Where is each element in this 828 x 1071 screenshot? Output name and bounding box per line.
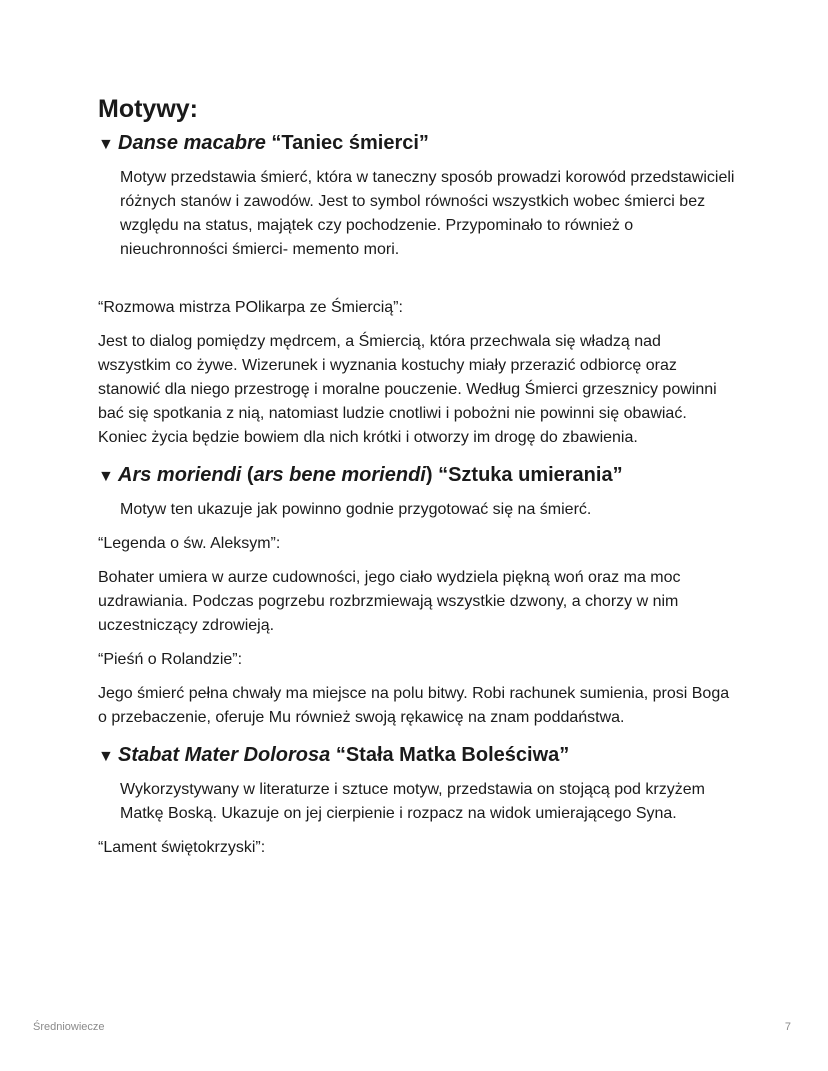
toggle-ars-moriendi[interactable] [98,460,738,492]
page-content [98,92,738,860]
source-title: “Lament świętokrzyski”: [98,839,266,856]
source-title: “Pieśń o Rolandzie”: [98,651,243,668]
toggle-title: Stabat Mater Dolorosa “Stała Matka Boleściwa” [118,744,570,766]
triangle-down-icon[interactable]: ▼ [98,748,114,765]
triangle-down-icon[interactable]: ▼ [98,468,114,485]
footer-page-number: 7 [784,1021,791,1033]
triangle-down-icon[interactable]: ▼ [98,136,114,153]
source-title: “Rozmowa mistrza POlikarpa ze Śmiercią”: [98,299,403,316]
section-body: Jego śmierć pełna chwały ma miejsce na polu bitwy. Robi rachunek sumienia, prosi Boga o przebaczenie, oferuje Mu również swoją rękawicę na znam poddaństwa. [98,685,730,726]
page-heading: Motywy: [98,95,198,123]
section-intro: Motyw ten ukazuje jak powinno godnie przygotować się na śmierć. [120,501,592,518]
section-body: Bohater umiera w aurze cudowności, jego ciało wydziela piękną woń oraz ma moc uzdrawiania. Podczas pogrzebu rozbrzmiewają wszystkie dzwony, a chorzy w nim uczestniczący zdrowieją. [98,569,681,634]
section-intro: Wykorzystywany w literaturze i sztuce motyw, przedstawia on stojącą pod krzyżem Matkę Boską. Ukazuje on jej cierpienie i rozpacz na widok umierającego Syna. [120,781,705,822]
toggle-title: Ars moriendi (ars bene moriendi) “Sztuka umierania” [118,464,623,486]
source-title: “Legenda o św. Aleksym”: [98,535,281,552]
toggle-danse-macabre[interactable] [98,128,738,160]
toggle-title: Danse macabre “Taniec śmierci” [118,132,429,154]
section-body: Jest to dialog pomiędzy mędrcem, a Śmiercią, która przechwala się władzą nad wszystkim co żywe. Wizerunek i wyznania kostuchy miały przerazić odbiorcę oraz stanowić dla niego przestrogę i moralne pouczenie. Według Śmierci grzesznicy powinni bać się spotkania z nią, natomiast ludzie cnotliwi i pobożni nie powinni się obawiać. Koniec życia będzie bowiem dla nich krótki i otworzy im drogę do zbawienia. [98,333,717,446]
section-intro: Motyw przedstawia śmierć, która w taneczny sposób prowadzi korowód przedstawicieli różnych stanów i zawodów. Jest to symbol równości wszystkich wobec śmierci bez względu na status, majątek czy pochodzenie. Przypominało to również o nieuchronności śmierci- memento mori. [120,169,735,258]
toggle-stabat-mater[interactable] [98,740,738,772]
footer-chapter-title: Średniowiecze [33,1021,105,1033]
